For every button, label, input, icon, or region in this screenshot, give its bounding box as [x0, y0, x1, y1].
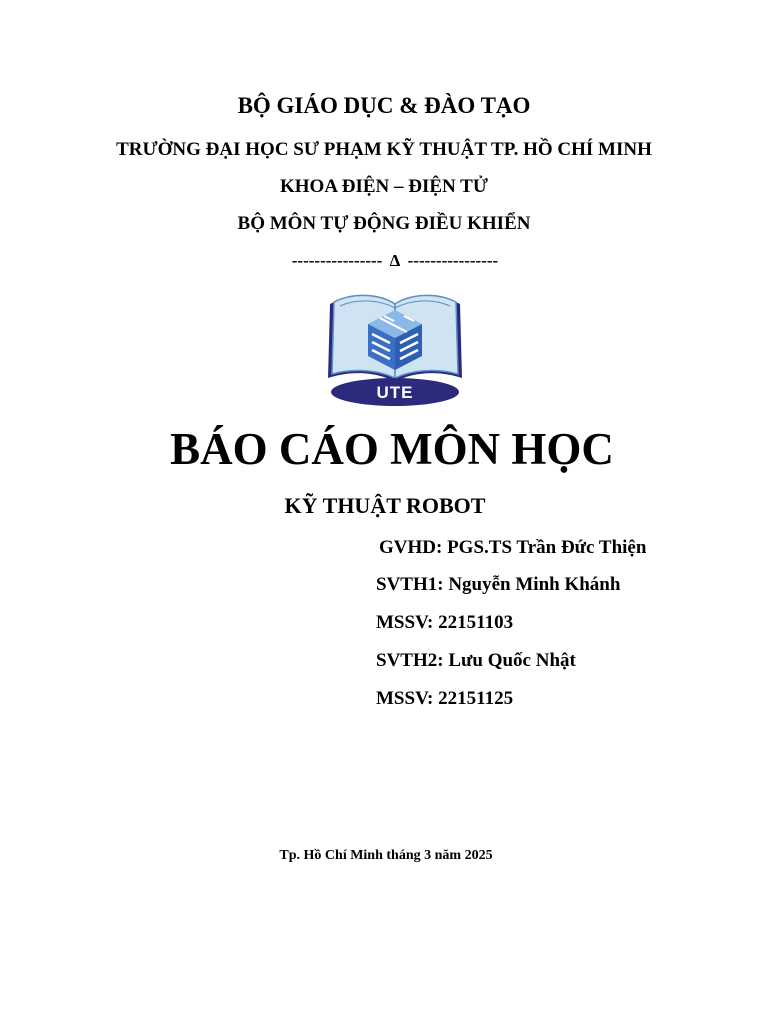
- student2-id: MSSV: 22151125: [376, 688, 514, 709]
- header-divider: ---------------- Δ ----------------: [291, 251, 499, 270]
- report-title: BÁO CÁO MÔN HỌC: [170, 424, 614, 474]
- student1-name: SVTH1: Nguyễn Minh Khánh: [376, 574, 621, 595]
- student2-name: SVTH2: Lưu Quốc Nhật: [376, 650, 576, 671]
- subject-title: KỸ THUẬT ROBOT: [284, 493, 486, 518]
- place-date: Tp. Hồ Chí Minh tháng 3 năm 2025: [279, 848, 493, 863]
- ministry-name: BỘ GIÁO DỤC & ĐÀO TẠO: [237, 93, 531, 118]
- department-name: BỘ MÔN TỰ ĐỘNG ĐIỀU KHIỂN: [237, 213, 531, 234]
- svg-text:UTE: UTE: [376, 383, 414, 402]
- university-name: TRƯỜNG ĐẠI HỌC SƯ PHẠM KỸ THUẬT TP. HỒ CHÍ MINH: [116, 139, 652, 160]
- instructor-line: GVHD: PGS.TS Trần Đức Thiện: [379, 537, 647, 558]
- student1-id: MSSV: 22151103: [376, 612, 514, 633]
- ute-logo-icon: [322, 290, 468, 408]
- faculty-name: KHOA ĐIỆN – ĐIỆN TỬ: [280, 176, 488, 197]
